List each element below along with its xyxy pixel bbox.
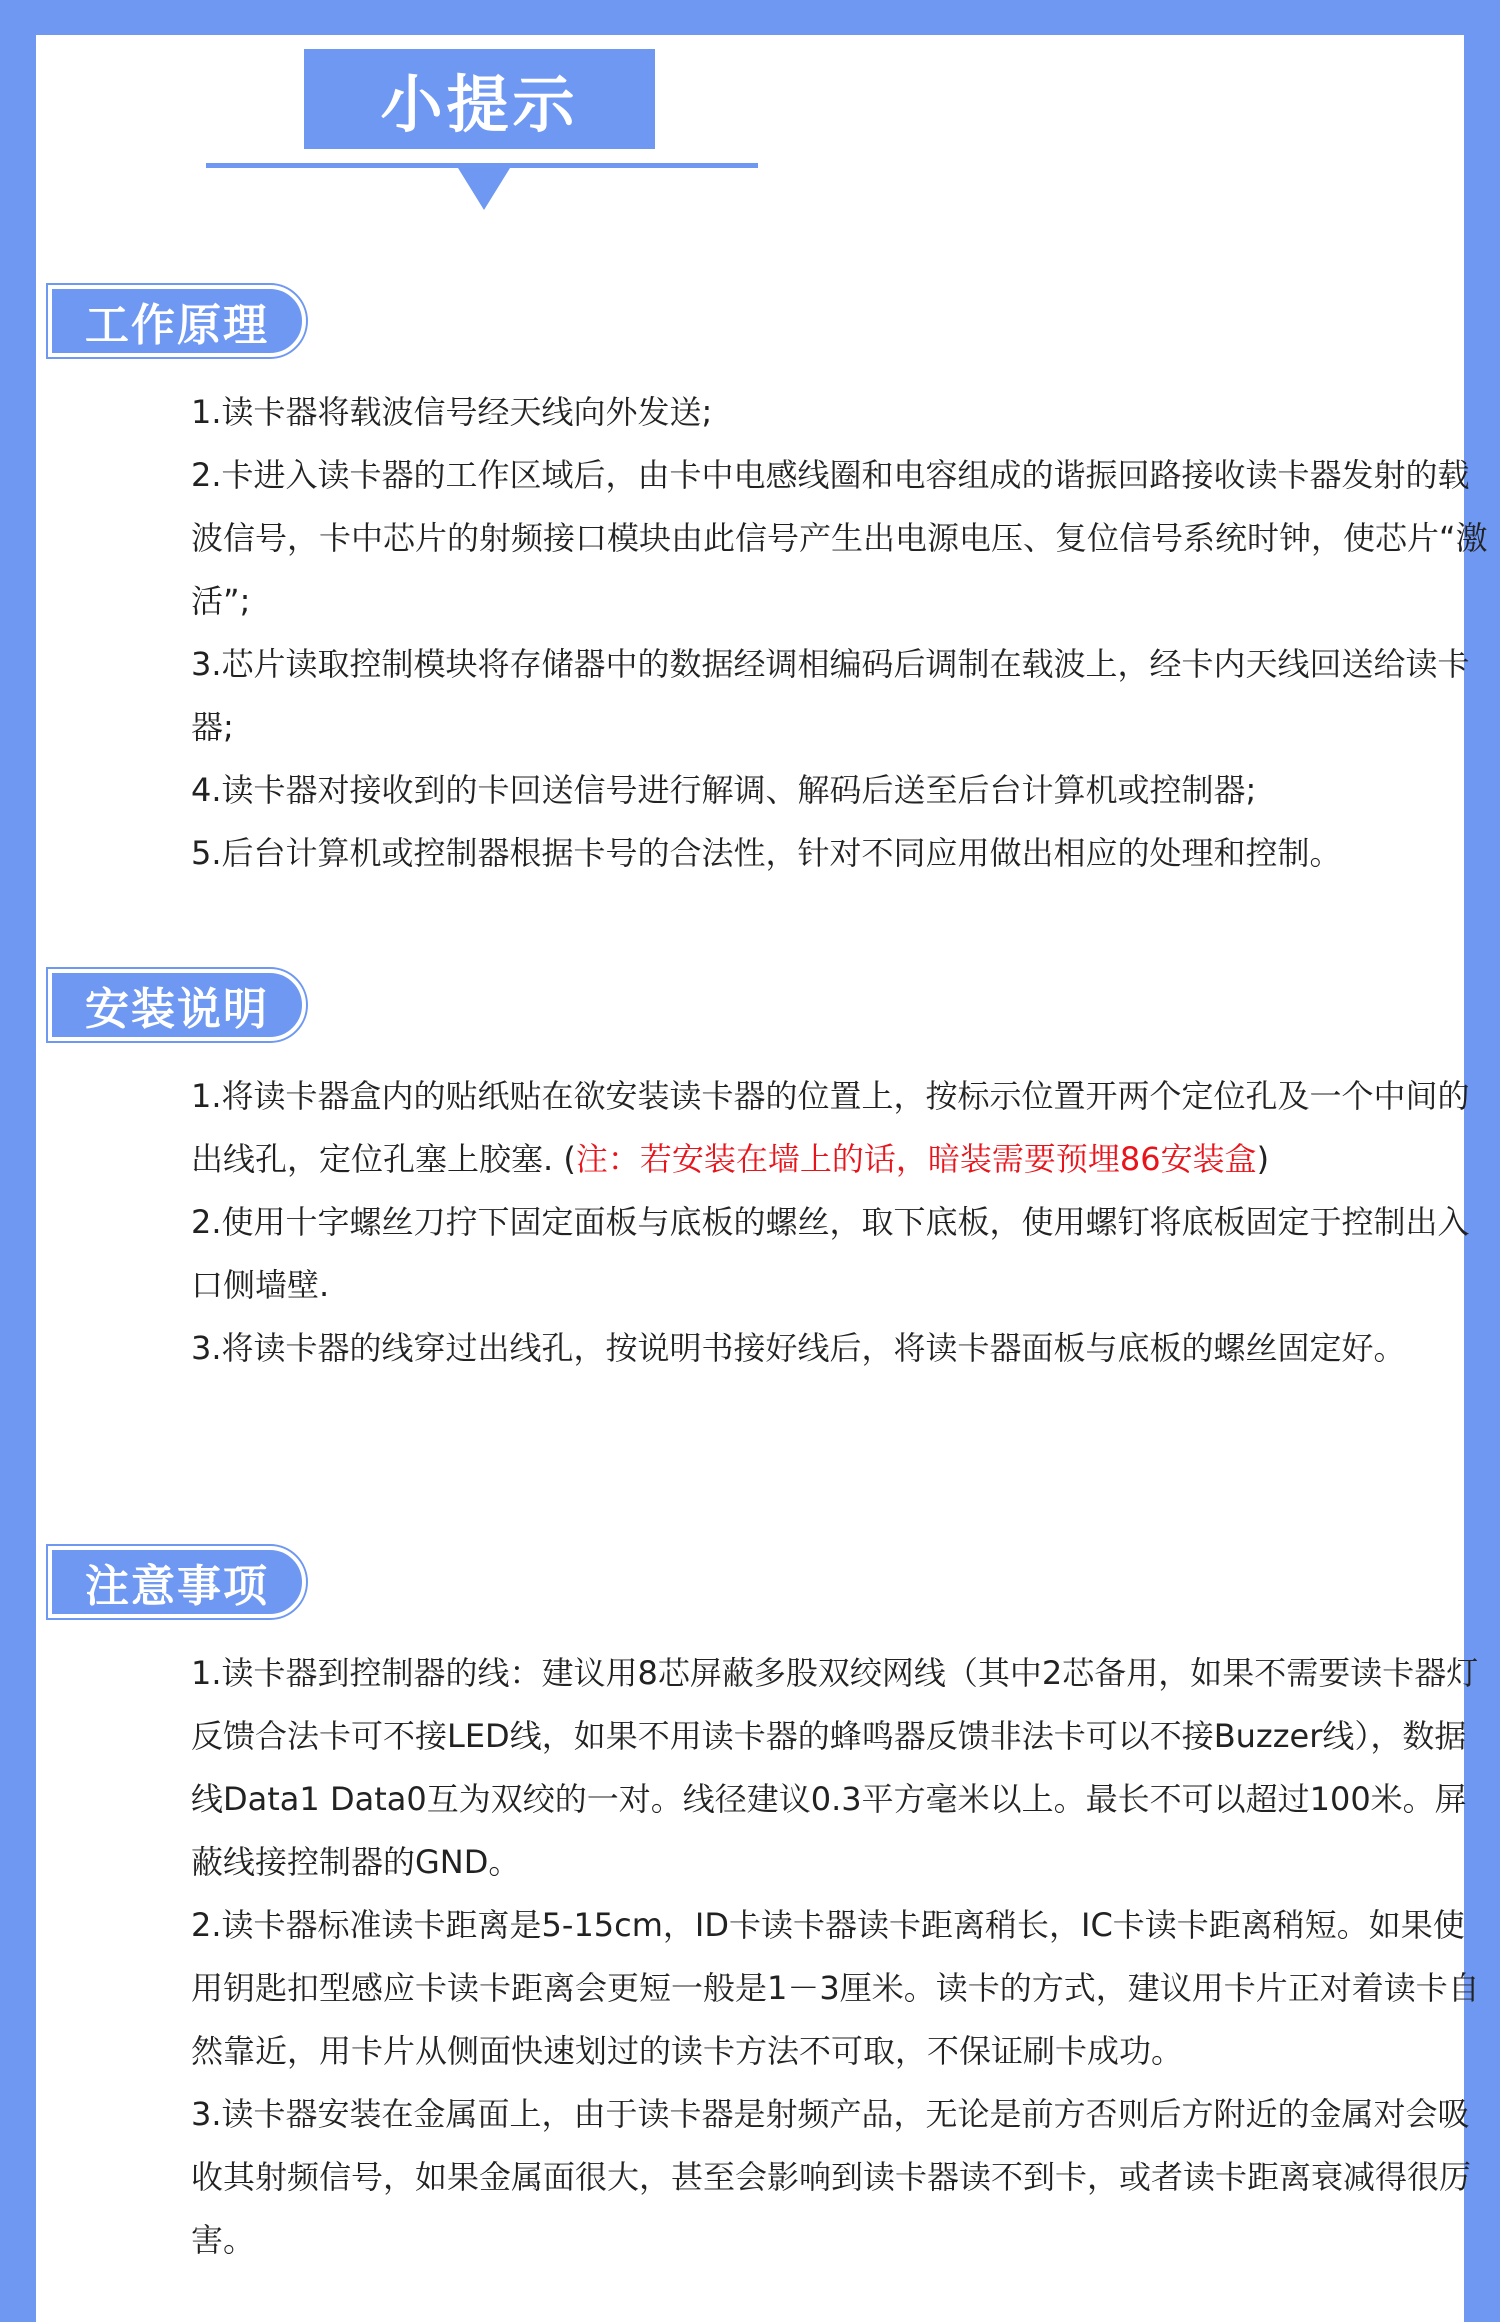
list-item [191, 633, 1491, 759]
item-number: 2. [191, 456, 222, 494]
item-text: 读卡器对接收到的卡回送信号进行解调、解码后送至后台计算机或控制器; [221, 771, 1257, 809]
item-text: 使用十字螺丝刀拧下固定面板与底板的螺丝，取下底板，使用螺钉将底板固定于控制出入口侧墙壁. [191, 1203, 1470, 1304]
item-number: 2. [191, 1203, 222, 1241]
content-sheet [36, 35, 1488, 2322]
list-item [191, 381, 1491, 444]
item-text: 将读卡器的线穿过出线孔，按说明书接好线后，将读卡器面板与底板的螺丝固定好。 [221, 1329, 1406, 1367]
page-title: 小提示 [304, 49, 655, 149]
list-item [191, 2083, 1491, 2272]
title-arrow-down-icon [458, 168, 510, 210]
notes-list [191, 1642, 1491, 2272]
item-number: 5. [191, 834, 222, 872]
item-text: 卡进入读卡器的工作区域后，由卡中电感线圈和电容组成的谐振回路接收读卡器发射的载波信号，卡中芯片的射频接口模块由此信号产生出电源电压、复位信号系统时钟，使芯片“激活”; [191, 456, 1488, 620]
item-text: 读卡器标准读卡距离是5-15cm，ID卡读卡器读卡距离稍长，IC卡读卡距离稍短。如果使用钥匙扣型感应卡读卡距离会更短一般是1－3厘米。读卡的方式，建议用卡片正对着读卡自然靠近，用卡片从侧面快速划过的读卡方法不可取，不保证刷卡成功。 [191, 1906, 1480, 2070]
list-item [191, 1894, 1491, 2083]
item-number: 3. [191, 2095, 222, 2133]
list-item [191, 822, 1491, 885]
section-heading-install: 安装说明 [48, 969, 306, 1041]
list-item [191, 1317, 1491, 1380]
list-item [191, 1191, 1491, 1317]
item-number: 2. [191, 1906, 222, 1944]
item-number: 1. [191, 1654, 222, 1692]
section-heading-notes: 注意事项 [48, 1546, 306, 1618]
list-item [191, 1065, 1491, 1191]
list-item [191, 1642, 1491, 1894]
principle-list [191, 381, 1491, 885]
item-text: 后台计算机或控制器根据卡号的合法性，针对不同应用做出相应的处理和控制。 [221, 834, 1342, 872]
item-number: 3. [191, 645, 222, 683]
list-item [191, 759, 1491, 822]
item-number: 1. [191, 393, 222, 431]
item-text: 读卡器安装在金属面上，由于读卡器是射频产品，无论是前方否则后方附近的金属对会吸收其射频信号，如果金属面很大，甚至会影响到读卡器读不到卡，或者读卡距离衰减得很厉害。 [191, 2095, 1472, 2259]
note-close-paren: ) [1256, 1140, 1270, 1178]
item-number: 3. [191, 1329, 222, 1367]
item-text: 读卡器到控制器的线：建议用8芯屏蔽多股双绞网线（其中2芯备用，如果不需要读卡器灯反馈合法卡可不接LED线，如果不用读卡器的蜂鸣器反馈非法卡可以不接Buzzer线），数据线Data1 Data0互为双绞的一对。线径建议0.3平方毫米以上。最长不可以超过100米。屏蔽线接控制器的GND。 [191, 1654, 1479, 1881]
item-number: 4. [191, 771, 222, 809]
install-list [191, 1065, 1491, 1380]
item-text: 芯片读取控制模块将存储器中的数据经调相编码后调制在载波上，经卡内天线回送给读卡器; [191, 645, 1470, 746]
item-number: 1. [191, 1077, 222, 1115]
installation-note: 注：若安装在墙上的话，暗装需要预埋86安装盒 [575, 1140, 1257, 1178]
item-text: 将读卡器盒内的贴纸贴在欲安装读卡器的位置上，按标示位置开两个定位孔及一个中间的出线孔，定位孔塞上胶塞. ( [191, 1077, 1470, 1178]
list-item [191, 444, 1491, 633]
item-text: 读卡器将载波信号经天线向外发送; [221, 393, 713, 431]
section-heading-principle: 工作原理 [48, 285, 306, 357]
